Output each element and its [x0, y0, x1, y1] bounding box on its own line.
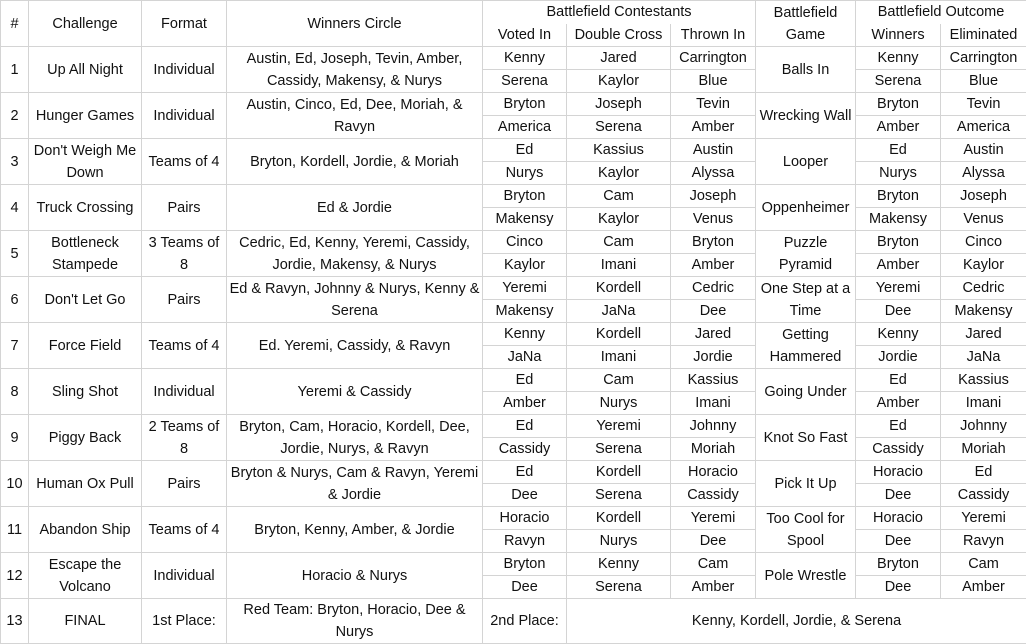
thrown-in-cell[interactable]: Tevin — [671, 93, 756, 116]
challenge-cell[interactable]: FINAL — [29, 599, 142, 644]
double-cross-cell[interactable]: Cam — [567, 369, 671, 392]
voted-in-cell[interactable]: Serena — [483, 70, 567, 93]
header-battlefield-outcome[interactable]: Battlefield Outcome — [856, 1, 1026, 24]
thrown-in-cell[interactable]: Joseph — [671, 185, 756, 208]
format-cell[interactable]: Individual — [142, 93, 227, 139]
header-winners-circle[interactable]: Winners Circle — [227, 1, 483, 47]
double-cross-cell[interactable]: Kaylor — [567, 208, 671, 231]
battlefield-game-cell[interactable]: Getting Hammered — [756, 323, 856, 369]
header-double-cross[interactable]: Double Cross — [567, 24, 671, 47]
row-number[interactable]: 1 — [1, 47, 29, 93]
outcome-winner-cell[interactable]: Bryton — [856, 553, 941, 576]
voted-in-cell[interactable]: Bryton — [483, 185, 567, 208]
challenge-cell[interactable]: Don't Let Go — [29, 277, 142, 323]
table-row — [1, 369, 1026, 392]
format-cell[interactable]: Individual — [142, 553, 227, 599]
battlefield-game-cell[interactable]: Knot So Fast — [756, 415, 856, 461]
winners-circle-cell[interactable]: Bryton, Kenny, Amber, & Jordie — [227, 507, 483, 553]
voted-in-cell[interactable]: Ed — [483, 139, 567, 162]
outcome-eliminated-cell[interactable]: Blue — [941, 70, 1026, 93]
thrown-in-cell[interactable]: Venus — [671, 208, 756, 231]
voted-in-cell[interactable]: Yeremi — [483, 277, 567, 300]
challenge-cell[interactable]: Up All Night — [29, 47, 142, 93]
voted-in-cell[interactable]: Dee — [483, 484, 567, 507]
outcome-eliminated-cell[interactable]: America — [941, 116, 1026, 139]
header-eliminated[interactable]: Eliminated — [941, 24, 1026, 47]
double-cross-cell[interactable]: Cam — [567, 185, 671, 208]
thrown-in-cell[interactable]: Yeremi — [671, 507, 756, 530]
challenge-cell[interactable]: Abandon Ship — [29, 507, 142, 553]
voted-in-cell[interactable]: Amber — [483, 392, 567, 415]
outcome-eliminated-cell[interactable]: Austin — [941, 139, 1026, 162]
second-place-label[interactable]: 2nd Place: — [483, 599, 567, 644]
outcome-winner-cell[interactable]: Amber — [856, 254, 941, 277]
outcome-eliminated-cell[interactable]: Ravyn — [941, 530, 1026, 553]
voted-in-cell[interactable]: Ed — [483, 461, 567, 484]
winners-circle-cell[interactable]: Ed & Ravyn, Johnny & Nurys, Kenny & Serena — [227, 277, 483, 323]
battlefield-game-cell[interactable]: Pole Wrestle — [756, 553, 856, 599]
outcome-eliminated-cell[interactable]: Ed — [941, 461, 1026, 484]
header-challenge[interactable]: Challenge — [29, 1, 142, 47]
table-row — [1, 507, 1026, 530]
battlefield-game-cell[interactable]: Pick It Up — [756, 461, 856, 507]
format-cell[interactable]: Teams of 4 — [142, 507, 227, 553]
double-cross-cell[interactable]: Serena — [567, 116, 671, 139]
outcome-winner-cell[interactable]: Bryton — [856, 93, 941, 116]
format-cell[interactable]: Individual — [142, 369, 227, 415]
winners-circle-cell[interactable]: Bryton, Cam, Horacio, Kordell, Dee, Jordie, Nurys, & Ravyn — [227, 415, 483, 461]
double-cross-cell[interactable]: JaNa — [567, 300, 671, 323]
voted-in-cell[interactable]: Makensy — [483, 300, 567, 323]
voted-in-cell[interactable]: Cinco — [483, 231, 567, 254]
battlefield-game-cell[interactable]: Wrecking Wall — [756, 93, 856, 139]
row-number[interactable]: 10 — [1, 461, 29, 507]
header-battlefield-game[interactable]: Battlefield Game — [756, 1, 856, 47]
thrown-in-cell[interactable]: Blue — [671, 70, 756, 93]
double-cross-cell[interactable]: Joseph — [567, 93, 671, 116]
battlefield-game-cell[interactable]: Oppenheimer — [756, 185, 856, 231]
battlefield-game-cell[interactable]: Balls In — [756, 47, 856, 93]
outcome-eliminated-cell[interactable]: JaNa — [941, 346, 1026, 369]
double-cross-cell[interactable]: Imani — [567, 254, 671, 277]
challenge-cell[interactable]: Hunger Games — [29, 93, 142, 139]
voted-in-cell[interactable]: Bryton — [483, 553, 567, 576]
outcome-eliminated-cell[interactable]: Makensy — [941, 300, 1026, 323]
outcome-eliminated-cell[interactable]: Joseph — [941, 185, 1026, 208]
outcome-winner-cell[interactable]: Dee — [856, 576, 941, 599]
row-number[interactable]: 12 — [1, 553, 29, 599]
row-number[interactable]: 13 — [1, 599, 29, 644]
format-cell[interactable]: 3 Teams of 8 — [142, 231, 227, 277]
format-cell[interactable]: 2 Teams of 8 — [142, 415, 227, 461]
voted-in-cell[interactable]: Kenny — [483, 47, 567, 70]
battlefield-game-cell[interactable]: Going Under — [756, 369, 856, 415]
outcome-eliminated-cell[interactable]: Yeremi — [941, 507, 1026, 530]
challenge-cell[interactable]: Truck Crossing — [29, 185, 142, 231]
voted-in-cell[interactable]: Ravyn — [483, 530, 567, 553]
outcome-eliminated-cell[interactable]: Imani — [941, 392, 1026, 415]
outcome-winner-cell[interactable]: Amber — [856, 392, 941, 415]
outcome-winner-cell[interactable]: Dee — [856, 300, 941, 323]
battlefield-game-cell[interactable]: Puzzle Pyramid — [756, 231, 856, 277]
header-voted-in[interactable]: Voted In — [483, 24, 567, 47]
thrown-in-cell[interactable]: Carrington — [671, 47, 756, 70]
format-cell[interactable]: Pairs — [142, 185, 227, 231]
thrown-in-cell[interactable]: Bryton — [671, 231, 756, 254]
header-winners[interactable]: Winners — [856, 24, 941, 47]
table-row — [1, 323, 1026, 346]
format-cell[interactable]: Pairs — [142, 461, 227, 507]
thrown-in-cell[interactable]: Amber — [671, 254, 756, 277]
row-number[interactable]: 8 — [1, 369, 29, 415]
outcome-eliminated-cell[interactable]: Cassidy — [941, 484, 1026, 507]
outcome-eliminated-cell[interactable]: Amber — [941, 576, 1026, 599]
thrown-in-cell[interactable]: Kassius — [671, 369, 756, 392]
outcome-winner-cell[interactable]: Amber — [856, 116, 941, 139]
thrown-in-cell[interactable]: Dee — [671, 300, 756, 323]
double-cross-cell[interactable]: Serena — [567, 438, 671, 461]
outcome-eliminated-cell[interactable]: Jared — [941, 323, 1026, 346]
challenge-cell[interactable]: Sling Shot — [29, 369, 142, 415]
challenge-cell[interactable]: Force Field — [29, 323, 142, 369]
outcome-eliminated-cell[interactable]: Cinco — [941, 231, 1026, 254]
battlefield-game-cell[interactable]: One Step at a Time — [756, 277, 856, 323]
double-cross-cell[interactable]: Kordell — [567, 277, 671, 300]
challenge-cell[interactable]: Escape the Volcano — [29, 553, 142, 599]
thrown-in-cell[interactable]: Horacio — [671, 461, 756, 484]
double-cross-cell[interactable]: Yeremi — [567, 415, 671, 438]
row-number[interactable]: 6 — [1, 277, 29, 323]
double-cross-cell[interactable]: Nurys — [567, 530, 671, 553]
thrown-in-cell[interactable]: Johnny — [671, 415, 756, 438]
row-number[interactable]: 7 — [1, 323, 29, 369]
outcome-eliminated-cell[interactable]: Tevin — [941, 93, 1026, 116]
double-cross-cell[interactable]: Kordell — [567, 323, 671, 346]
format-cell[interactable]: Individual — [142, 47, 227, 93]
table-row — [1, 415, 1026, 438]
outcome-winner-cell[interactable]: Serena — [856, 70, 941, 93]
table-row — [1, 47, 1026, 70]
voted-in-cell[interactable]: Kenny — [483, 323, 567, 346]
table-row — [1, 93, 1026, 116]
challenge-cell[interactable]: Piggy Back — [29, 415, 142, 461]
table-row — [1, 185, 1026, 208]
double-cross-cell[interactable]: Cam — [567, 231, 671, 254]
voted-in-cell[interactable]: Ed — [483, 369, 567, 392]
outcome-winner-cell[interactable]: Dee — [856, 530, 941, 553]
outcome-eliminated-cell[interactable]: Kaylor — [941, 254, 1026, 277]
outcome-eliminated-cell[interactable]: Cam — [941, 553, 1026, 576]
format-cell[interactable]: Teams of 4 — [142, 139, 227, 185]
outcome-eliminated-cell[interactable]: Moriah — [941, 438, 1026, 461]
double-cross-cell[interactable]: Kaylor — [567, 70, 671, 93]
thrown-in-cell[interactable]: Cam — [671, 553, 756, 576]
double-cross-cell[interactable]: Kordell — [567, 507, 671, 530]
first-place-label[interactable]: 1st Place: — [142, 599, 227, 644]
battlefield-game-cell[interactable]: Too Cool for Spool — [756, 507, 856, 553]
outcome-eliminated-cell[interactable]: Cedric — [941, 277, 1026, 300]
format-cell[interactable]: Pairs — [142, 277, 227, 323]
second-place-team[interactable]: Kenny, Kordell, Jordie, & Serena — [567, 599, 1026, 644]
outcome-eliminated-cell[interactable]: Alyssa — [941, 162, 1026, 185]
voted-in-cell[interactable]: Ed — [483, 415, 567, 438]
outcome-eliminated-cell[interactable]: Venus — [941, 208, 1026, 231]
outcome-winner-cell[interactable]: Makensy — [856, 208, 941, 231]
outcome-winner-cell[interactable]: Bryton — [856, 231, 941, 254]
double-cross-cell[interactable]: Kordell — [567, 461, 671, 484]
thrown-in-cell[interactable]: Cedric — [671, 277, 756, 300]
outcome-eliminated-cell[interactable]: Kassius — [941, 369, 1026, 392]
double-cross-cell[interactable]: Kenny — [567, 553, 671, 576]
double-cross-cell[interactable]: Kaylor — [567, 162, 671, 185]
thrown-in-cell[interactable]: Alyssa — [671, 162, 756, 185]
voted-in-cell[interactable]: Kaylor — [483, 254, 567, 277]
table-row — [1, 139, 1026, 162]
outcome-winner-cell[interactable]: Jordie — [856, 346, 941, 369]
winners-circle-cell[interactable]: Austin, Cinco, Ed, Dee, Moriah, & Ravyn — [227, 93, 483, 139]
winners-circle-cell[interactable]: Ed. Yeremi, Cassidy, & Ravyn — [227, 323, 483, 369]
outcome-winner-cell[interactable]: Ed — [856, 415, 941, 438]
winners-circle-cell[interactable]: Yeremi & Cassidy — [227, 369, 483, 415]
table-row — [1, 231, 1026, 254]
winners-circle-cell[interactable]: Cedric, Ed, Kenny, Yeremi, Cassidy, Jordie, Makensy, & Nurys — [227, 231, 483, 277]
outcome-winner-cell[interactable]: Dee — [856, 484, 941, 507]
challenge-cell[interactable]: Bottleneck Stampede — [29, 231, 142, 277]
winners-circle-cell[interactable]: Ed & Jordie — [227, 185, 483, 231]
header-battlefield-contestants[interactable]: Battlefield Contestants — [483, 1, 756, 24]
thrown-in-cell[interactable]: Austin — [671, 139, 756, 162]
outcome-winner-cell[interactable]: Horacio — [856, 461, 941, 484]
header-format[interactable]: Format — [142, 1, 227, 47]
outcome-winner-cell[interactable]: Horacio — [856, 507, 941, 530]
winners-circle-cell[interactable]: Horacio & Nurys — [227, 553, 483, 599]
thrown-in-cell[interactable]: Cassidy — [671, 484, 756, 507]
table-row — [1, 553, 1026, 576]
voted-in-cell[interactable]: Cassidy — [483, 438, 567, 461]
header-num[interactable]: # — [1, 1, 29, 47]
challenge-cell[interactable]: Human Ox Pull — [29, 461, 142, 507]
row-number[interactable]: 9 — [1, 415, 29, 461]
outcome-winner-cell[interactable]: Kenny — [856, 47, 941, 70]
outcome-winner-cell[interactable]: Bryton — [856, 185, 941, 208]
thrown-in-cell[interactable]: Imani — [671, 392, 756, 415]
outcome-eliminated-cell[interactable]: Johnny — [941, 415, 1026, 438]
challenge-cell[interactable]: Don't Weigh Me Down — [29, 139, 142, 185]
outcome-winner-cell[interactable]: Kenny — [856, 323, 941, 346]
thrown-in-cell[interactable]: Moriah — [671, 438, 756, 461]
thrown-in-cell[interactable]: Dee — [671, 530, 756, 553]
row-number[interactable]: 3 — [1, 139, 29, 185]
outcome-winner-cell[interactable]: Ed — [856, 139, 941, 162]
winners-circle-cell[interactable]: Austin, Ed, Joseph, Tevin, Amber, Cassidy, Makensy, & Nurys — [227, 47, 483, 93]
table-row — [1, 461, 1026, 484]
voted-in-cell[interactable]: JaNa — [483, 346, 567, 369]
outcome-eliminated-cell[interactable]: Carrington — [941, 47, 1026, 70]
voted-in-cell[interactable]: Makensy — [483, 208, 567, 231]
double-cross-cell[interactable]: Nurys — [567, 392, 671, 415]
header-thrown-in[interactable]: Thrown In — [671, 24, 756, 47]
first-place-team[interactable]: Red Team: Bryton, Horacio, Dee & Nurys — [227, 599, 483, 644]
row-number[interactable]: 4 — [1, 185, 29, 231]
voted-in-cell[interactable]: Dee — [483, 576, 567, 599]
thrown-in-cell[interactable]: Jared — [671, 323, 756, 346]
double-cross-cell[interactable]: Serena — [567, 484, 671, 507]
thrown-in-cell[interactable]: Amber — [671, 116, 756, 139]
outcome-winner-cell[interactable]: Ed — [856, 369, 941, 392]
winners-circle-cell[interactable]: Bryton & Nurys, Cam & Ravyn, Yeremi & Jordie — [227, 461, 483, 507]
winners-circle-cell[interactable]: Bryton, Kordell, Jordie, & Moriah — [227, 139, 483, 185]
row-number[interactable]: 2 — [1, 93, 29, 139]
double-cross-cell[interactable]: Jared — [567, 47, 671, 70]
double-cross-cell[interactable]: Serena — [567, 576, 671, 599]
row-number[interactable]: 11 — [1, 507, 29, 553]
outcome-winner-cell[interactable]: Yeremi — [856, 277, 941, 300]
battlefield-game-cell[interactable]: Looper — [756, 139, 856, 185]
voted-in-cell[interactable]: Bryton — [483, 93, 567, 116]
double-cross-cell[interactable]: Kassius — [567, 139, 671, 162]
thrown-in-cell[interactable]: Jordie — [671, 346, 756, 369]
outcome-winner-cell[interactable]: Nurys — [856, 162, 941, 185]
voted-in-cell[interactable]: Horacio — [483, 507, 567, 530]
format-cell[interactable]: Teams of 4 — [142, 323, 227, 369]
thrown-in-cell[interactable]: Amber — [671, 576, 756, 599]
voted-in-cell[interactable]: America — [483, 116, 567, 139]
row-number[interactable]: 5 — [1, 231, 29, 277]
table-row — [1, 277, 1026, 300]
voted-in-cell[interactable]: Nurys — [483, 162, 567, 185]
outcome-winner-cell[interactable]: Cassidy — [856, 438, 941, 461]
double-cross-cell[interactable]: Imani — [567, 346, 671, 369]
